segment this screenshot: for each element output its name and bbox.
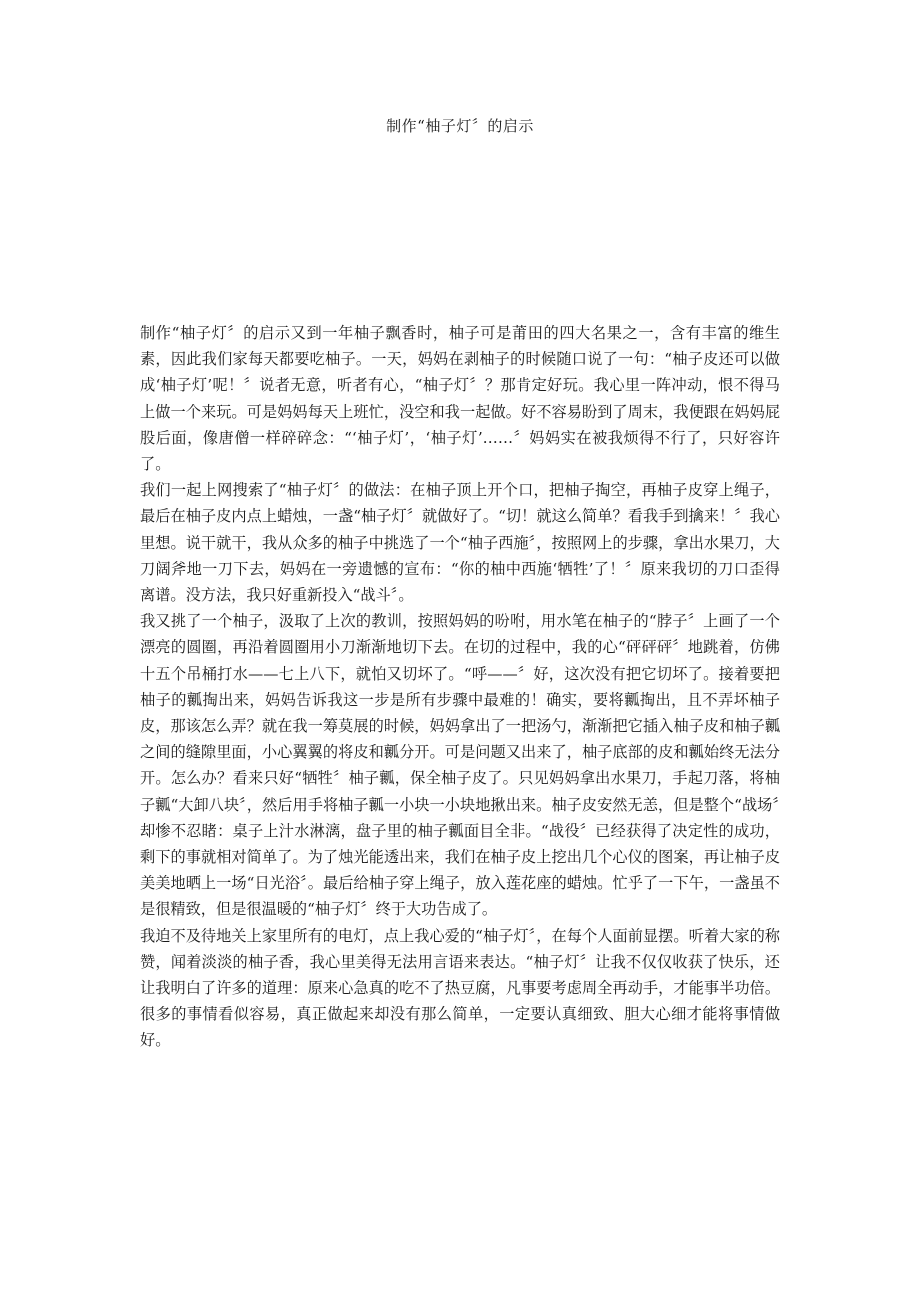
paragraph-2: 我们一起上网搜索了“柚子灯〞的做法：在柚子顶上开个口，把柚子掏空，再柚子皮穿上绳子，最后在柚子皮内点上蜡烛，一盏“柚子灯〞就做好了。“切！就这么简单？看我手到擒来！〞我心里想。说干就干，我从众多的柚子中挑选了一个“柚子西施〞，按照网上的步骤，拿出水果刀，大刀阔斧地一刀下去，妈妈在一旁遗憾的宣布：“你的柚中西施‘牺牲’了！〞原来我切的刀口歪得离谱。没方法，我只好重新投入“战斗〞。 [140, 481, 780, 605]
paragraph-4: 我迫不及待地关上家里所有的电灯，点上我心爱的“柚子灯〞，在每个人面前显摆。听着大家的称赞，闻着淡淡的柚子香，我心里美得无法用言语来表达。“柚子灯〞让我不仅仅收获了快乐，还让我明白了许多的道理：原来心急真的吃不了热豆腐，凡事要考虑周全再动手，才能事半功倍。很多的事情看似容易，真正做起来却没有那么简单，一定要认真细致、胆大心细才能将事情做好。 [140, 926, 780, 1050]
document-body [140, 320, 780, 1054]
document-title: 制作“柚子灯〞的启示 [386, 117, 534, 135]
paragraph-3: 我又挑了一个柚子，汲取了上次的教训，按照妈妈的吩咐，用水笔在柚子的“脖子〞上画了一个漂亮的圆圈，再沿着圆圈用小刀渐渐地切下去。在切的过程中，我的心“砰砰砰〞地跳着，仿佛十五个吊桶打水——七上八下，就怕又切坏了。“呼——〞好，这次没有把它切坏了。接着要把柚子的瓤掏出来，妈妈告诉我这一步是所有步骤中最难的！确实，要将瓤掏出，且不弄坏柚子皮，那该怎么弄？就在我一筹莫展的时候，妈妈拿出了一把汤勺，渐渐把它插入柚子皮和柚子瓤之间的缝隙里面，小心翼翼的将皮和瓤分开。可是问题又出来了，柚子底部的皮和瓤始终无法分开。怎么办？看来只好“牺牲〞柚子瓤，保全柚子皮了。只见妈妈拿出水果刀，手起刀落，将柚子瓤“大卸八块〞，然后用手将柚子瓤一小块一小块地揪出来。柚子皮安然无恙，但是整个“战场〞却惨不忍睹：桌子上汁水淋漓，盘子里的柚子瓤面目全非。“战役〞已经获得了决定性的成功，剩下的事就相对简单了。为了烛光能透出来，我们在柚子皮上挖出几个心仪的图案，再让柚子皮美美地晒上一场“日光浴〞。最后给柚子穿上绳子，放入莲花座的蜡烛。忙乎了一下午，一盏虽不是很精致，但是很温暖的“柚子灯〞终于大功告成了。 [140, 612, 780, 919]
paragraph-1: 制作“柚子灯〞的启示又到一年柚子飘香时，柚子可是莆田的四大名果之一，含有丰富的维生素，因此我们家每天都要吃柚子。一天，妈妈在剥柚子的时候随口说了一句：“柚子皮还可以做成‘柚子灯’呢！〞说者无意，听者有心，“柚子灯〞？那肯定好玩。我心里一阵冲动，恨不得马上做一个来玩。可是妈妈每天上班忙，没空和我一起做。好不容易盼到了周末，我便跟在妈妈屁股后面，像唐僧一样碎碎念：“‘柚子灯’，‘柚子灯’……〞妈妈实在被我烦得不行了，只好容许了。 [140, 324, 780, 474]
